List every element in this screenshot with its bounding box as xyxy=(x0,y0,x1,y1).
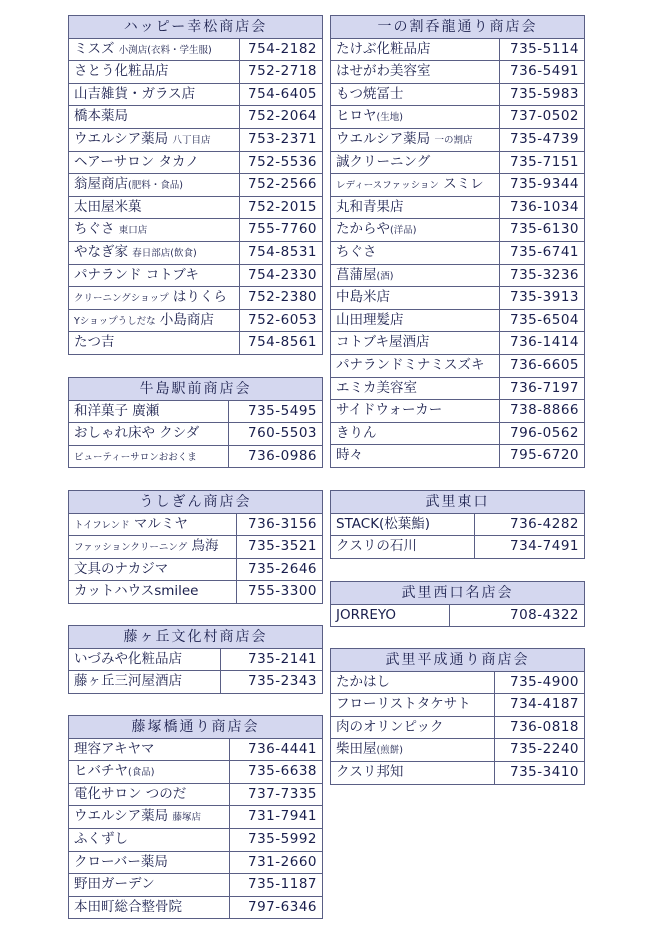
shop-name: マルミヤ xyxy=(133,515,188,532)
section-title: ハッピー幸松商店会 xyxy=(69,16,323,39)
shop-row xyxy=(331,400,585,423)
shop-name: たからや xyxy=(336,221,390,238)
shop-name-cell xyxy=(69,128,240,151)
shop-name-cell xyxy=(69,264,240,287)
shop-name: さとう化粧品店 xyxy=(74,63,169,80)
shop-row xyxy=(69,671,323,694)
shop-prefix: ファッションクリーニング xyxy=(74,542,188,554)
shop-name-cell xyxy=(69,558,237,581)
shop-note: 東口店 xyxy=(118,225,148,237)
shop-name-cell xyxy=(331,332,500,355)
section-takesato-east xyxy=(330,490,585,559)
section-header-row xyxy=(331,16,585,39)
shop-row xyxy=(69,83,323,106)
shop-row xyxy=(69,264,323,287)
shop-row xyxy=(331,309,585,332)
shop-row xyxy=(331,128,585,151)
shop-name-cell xyxy=(69,219,240,242)
shop-phone: 796-0562 xyxy=(500,422,585,445)
shop-phone: 754-6405 xyxy=(239,83,322,106)
shop-name-cell xyxy=(331,400,500,423)
section-title: うしぎん商店会 xyxy=(69,491,323,514)
shop-name: 藤ヶ丘三河屋酒店 xyxy=(74,673,182,690)
shop-phone: 752-2718 xyxy=(239,61,322,84)
shop-name: STACK(松葉鮨) xyxy=(336,515,431,532)
shop-name-cell xyxy=(331,445,500,468)
section-title: 牛島駅前商店会 xyxy=(69,378,323,401)
shop-note: 一の割店 xyxy=(434,135,473,147)
shop-phone: 752-2566 xyxy=(239,174,322,197)
section-title: 武里東口 xyxy=(331,491,585,514)
shop-name-cell xyxy=(331,604,450,627)
shop-name: ヒバチヤ xyxy=(74,763,128,780)
shop-name-cell xyxy=(331,671,495,694)
shop-name: 電化サロン つのだ xyxy=(74,785,187,802)
shop-name: きりん xyxy=(336,424,377,441)
shop-row xyxy=(69,558,323,581)
shop-name-cell xyxy=(69,738,230,761)
shop-name-cell xyxy=(331,694,495,717)
shop-phone: 735-4900 xyxy=(494,671,584,694)
shop-note: (洋品) xyxy=(390,225,417,237)
shop-name-cell xyxy=(69,174,240,197)
shop-phone: 735-4739 xyxy=(500,128,585,151)
shop-phone: 752-6053 xyxy=(239,309,322,332)
shop-name: 小島商店 xyxy=(159,311,214,328)
shop-name-cell xyxy=(69,536,237,559)
shop-phone: 754-8561 xyxy=(239,332,322,355)
section-header-row xyxy=(69,716,323,739)
shop-phone: 797-6346 xyxy=(229,896,322,919)
shop-name: 山田理髪店 xyxy=(336,311,404,328)
shop-row xyxy=(69,874,323,897)
shop-name-cell xyxy=(331,128,500,151)
shop-name-cell xyxy=(331,196,500,219)
shop-phone: 754-8531 xyxy=(239,241,322,264)
shop-name: ヘアーサロン タカノ xyxy=(74,153,199,170)
shop-phone: 736-0986 xyxy=(229,445,323,468)
shop-name-cell xyxy=(69,828,230,851)
shop-prefix: クリーニングショップ xyxy=(74,293,169,305)
shop-phone: 736-7197 xyxy=(500,377,585,400)
shop-row xyxy=(331,196,585,219)
shop-row xyxy=(69,219,323,242)
shop-name-cell xyxy=(69,851,230,874)
shop-name-cell xyxy=(331,106,500,129)
shop-name: パナランド コトブキ xyxy=(74,266,199,283)
shop-name-cell xyxy=(331,536,475,559)
shop-row xyxy=(69,400,323,423)
shop-name-cell xyxy=(69,287,240,310)
shop-phone: 735-5992 xyxy=(229,828,322,851)
shop-name: フローリストタケサト xyxy=(336,696,471,713)
shop-name: ウエルシア薬局 xyxy=(74,131,169,148)
shop-row xyxy=(69,128,323,151)
shop-row xyxy=(69,61,323,84)
shop-row xyxy=(331,513,585,536)
shop-name: 鳥海 xyxy=(191,538,219,555)
shop-name-cell xyxy=(69,671,221,694)
shop-name-cell xyxy=(331,761,495,784)
shop-phone: 738-8866 xyxy=(500,400,585,423)
shop-name-cell xyxy=(69,513,237,536)
shop-phone: 734-7491 xyxy=(475,536,585,559)
shop-name-cell xyxy=(331,377,500,400)
shop-phone: 735-9344 xyxy=(500,174,585,197)
section-takesato-west xyxy=(330,581,585,627)
shop-prefix: トイフレンド xyxy=(74,519,130,531)
shop-name-cell xyxy=(69,106,240,129)
shop-phone: 795-6720 xyxy=(500,445,585,468)
shop-phone: 735-2240 xyxy=(494,739,584,762)
shop-name-cell xyxy=(331,241,500,264)
shop-row xyxy=(69,38,323,61)
shop-phone: 735-6741 xyxy=(500,241,585,264)
shop-name-cell xyxy=(331,83,500,106)
shop-row xyxy=(69,174,323,197)
shop-row xyxy=(331,106,585,129)
section-title: 藤ヶ丘文化村商店会 xyxy=(69,626,323,649)
shop-phone: 736-5491 xyxy=(500,61,585,84)
shop-phone: 731-7941 xyxy=(229,806,322,829)
shop-phone: 734-4187 xyxy=(494,694,584,717)
shop-phone: 735-5114 xyxy=(500,38,585,61)
shop-name: 肉のオリンピック xyxy=(336,718,444,735)
shop-row xyxy=(331,61,585,84)
shop-phone: 737-7335 xyxy=(229,783,322,806)
section-title: 武里西口名店会 xyxy=(331,582,585,605)
shop-name-cell xyxy=(69,648,221,671)
shop-name: 菖蒲屋 xyxy=(336,266,377,283)
shop-name: 柴田屋 xyxy=(336,741,377,758)
shop-name-cell xyxy=(69,761,230,784)
shop-name: 理容アキヤマ xyxy=(74,740,155,757)
shop-phone: 735-2343 xyxy=(220,671,322,694)
shop-name-cell xyxy=(331,422,500,445)
shop-row xyxy=(331,264,585,287)
section-fujitsuka xyxy=(68,715,323,919)
shop-phone: 736-4441 xyxy=(229,738,322,761)
section-ushijima xyxy=(68,377,323,468)
shop-row xyxy=(69,783,323,806)
shop-name-cell xyxy=(69,783,230,806)
shop-row xyxy=(331,219,585,242)
shop-note: (煎餅) xyxy=(376,745,403,757)
shop-name: 和洋菓子 廣瀬 xyxy=(74,402,160,419)
shop-name: カットハウスsmilee xyxy=(74,583,199,600)
shop-name: パナランドミナミスズキ xyxy=(336,356,485,373)
shop-row xyxy=(69,806,323,829)
section-header-row xyxy=(331,491,585,514)
shop-row xyxy=(69,423,323,446)
shop-prefix: Yショップうしだな xyxy=(74,315,156,327)
shop-name: いづみや化粧品店 xyxy=(74,650,182,667)
shop-row xyxy=(69,896,323,919)
shop-name-cell xyxy=(331,61,500,84)
shop-row xyxy=(331,536,585,559)
shop-name: エミカ美容室 xyxy=(336,379,417,396)
section-title: 一の割呑龍通り商店会 xyxy=(331,16,585,39)
shop-name: ちぐさ xyxy=(336,243,377,260)
shop-name: おしゃれ床や クシダ xyxy=(74,425,200,442)
shop-note: (食品) xyxy=(128,767,155,779)
shop-row xyxy=(331,671,585,694)
shop-row xyxy=(69,761,323,784)
shop-name: 翁屋商店 xyxy=(74,176,128,193)
shop-phone: 752-2064 xyxy=(239,106,322,129)
shop-phone: 735-5495 xyxy=(229,400,323,423)
shop-name: はせがわ美容室 xyxy=(336,63,431,80)
shop-name-cell xyxy=(331,287,500,310)
shop-row xyxy=(69,513,323,536)
shop-name: スミレ xyxy=(443,176,484,193)
shop-row xyxy=(69,445,323,468)
shop-row xyxy=(69,648,323,671)
shop-row xyxy=(69,738,323,761)
shop-note: 小渕店(衣料・学生服) xyxy=(118,44,212,56)
shop-name: ちぐさ xyxy=(74,221,115,238)
shop-name: 中島米店 xyxy=(336,289,390,306)
shop-name: ヒロヤ xyxy=(336,108,377,125)
section-header-row xyxy=(69,378,323,401)
shop-note: 藤塚店 xyxy=(172,812,201,824)
shop-name: サイドウォーカー xyxy=(336,402,443,419)
shop-row xyxy=(331,445,585,468)
shop-name: クローバー薬局 xyxy=(74,853,168,870)
shop-phone: 735-6638 xyxy=(229,761,322,784)
shop-name: クスリの石川 xyxy=(336,538,417,555)
shop-row xyxy=(69,309,323,332)
shop-row xyxy=(69,581,323,604)
shop-row xyxy=(331,716,585,739)
section-happy xyxy=(68,15,323,355)
shop-phone: 737-0502 xyxy=(500,106,585,129)
shop-name-cell xyxy=(69,332,240,355)
shop-phone: 752-2380 xyxy=(239,287,322,310)
shop-phone: 735-5983 xyxy=(500,83,585,106)
shop-name-cell xyxy=(331,219,500,242)
shop-name: 太田屋米菓 xyxy=(74,198,142,215)
shop-phone: 753-2371 xyxy=(239,128,322,151)
shop-row xyxy=(69,106,323,129)
section-header-row xyxy=(69,626,323,649)
shop-name: 時々 xyxy=(336,447,363,464)
shop-prefix: レディースファッション xyxy=(336,180,439,192)
shop-row xyxy=(69,851,323,874)
shop-phone: 736-6605 xyxy=(500,354,585,377)
shop-name-cell xyxy=(69,445,229,468)
shop-name-cell xyxy=(331,309,500,332)
shop-row xyxy=(69,287,323,310)
shop-phone: 752-2015 xyxy=(239,196,322,219)
shop-phone: 736-3156 xyxy=(236,513,322,536)
shop-note: (肥料・食品) xyxy=(128,180,183,192)
shop-name-cell xyxy=(69,151,240,174)
shop-name-cell xyxy=(69,38,240,61)
shop-name: 山吉雑貨・ガラス店 xyxy=(74,85,196,102)
section-header-row xyxy=(331,582,585,605)
shop-phone: 755-3300 xyxy=(236,581,322,604)
shop-name-cell xyxy=(69,806,230,829)
shop-row xyxy=(331,151,585,174)
shop-note: (酒) xyxy=(376,270,394,282)
section-ichinowari xyxy=(330,15,585,468)
shop-name: たけぶ化粧品店 xyxy=(336,40,431,57)
shop-name: たつ吉 xyxy=(74,334,115,351)
shop-phone: 735-3521 xyxy=(236,536,322,559)
shop-name: 誠クリーニング xyxy=(336,153,431,170)
shop-name-cell xyxy=(331,151,500,174)
shop-name: JORREYO xyxy=(336,606,397,623)
shop-name-cell xyxy=(69,874,230,897)
shop-row xyxy=(69,536,323,559)
shop-name: 本田町総合整骨院 xyxy=(74,898,182,915)
shop-name-cell xyxy=(331,716,495,739)
shop-row xyxy=(331,694,585,717)
shop-phone: 736-1034 xyxy=(500,196,585,219)
shop-prefix: ビューティーサロンおおくま xyxy=(74,451,197,463)
shop-name: 野田ガーデン xyxy=(74,876,155,893)
shop-row xyxy=(331,241,585,264)
section-ushigin xyxy=(68,490,323,604)
shop-row xyxy=(331,761,585,784)
shop-name-cell xyxy=(331,739,495,762)
shop-row xyxy=(69,241,323,264)
shop-phone: 735-6130 xyxy=(500,219,585,242)
section-header-row xyxy=(69,491,323,514)
shop-name: はりくら xyxy=(172,289,227,306)
shop-phone: 755-7760 xyxy=(239,219,322,242)
shop-phone: 735-3410 xyxy=(494,761,584,784)
section-header-row xyxy=(69,16,323,39)
shop-name-cell xyxy=(69,241,240,264)
shop-phone: 735-2141 xyxy=(220,648,322,671)
shop-name: ふくずし xyxy=(74,831,128,848)
section-header-row xyxy=(331,649,585,672)
shop-phone: 735-1187 xyxy=(229,874,322,897)
shop-name-cell xyxy=(331,174,500,197)
shop-row xyxy=(69,332,323,355)
shop-row xyxy=(331,422,585,445)
shop-name-cell xyxy=(69,896,230,919)
shop-row xyxy=(331,287,585,310)
shop-row xyxy=(69,828,323,851)
shop-name-cell xyxy=(69,61,240,84)
shop-phone: 736-1414 xyxy=(500,332,585,355)
shop-name-cell xyxy=(69,581,237,604)
shop-name-cell xyxy=(69,423,229,446)
shop-name: やなぎ家 xyxy=(74,243,128,260)
shop-phone: 735-3236 xyxy=(500,264,585,287)
shop-phone: 735-7151 xyxy=(500,151,585,174)
shop-name-cell xyxy=(331,264,500,287)
shop-row xyxy=(331,354,585,377)
shop-row xyxy=(331,174,585,197)
shop-row xyxy=(69,196,323,219)
shop-row xyxy=(331,739,585,762)
shop-phone: 754-2182 xyxy=(239,38,322,61)
shop-name-cell xyxy=(331,354,500,377)
shop-name: クスリ邦知 xyxy=(336,764,404,781)
shop-phone: 754-2330 xyxy=(239,264,322,287)
section-fujigaoka xyxy=(68,625,323,694)
shop-name: 橋本薬局 xyxy=(74,108,128,125)
shop-name-cell xyxy=(69,83,240,106)
shop-name: ミスズ xyxy=(74,40,115,57)
section-takesato-heisei xyxy=(330,648,585,785)
shop-phone: 735-6504 xyxy=(500,309,585,332)
shop-row xyxy=(331,604,585,627)
shop-row xyxy=(331,377,585,400)
shop-row xyxy=(331,38,585,61)
shop-name: たかはし xyxy=(336,673,390,690)
shop-name: 文具のナカジマ xyxy=(74,560,169,577)
shop-name: ウエルシア薬局 xyxy=(74,808,169,825)
shop-name-cell xyxy=(69,309,240,332)
shop-name: 丸和青果店 xyxy=(336,198,404,215)
shop-phone: 735-2646 xyxy=(236,558,322,581)
shop-note: 八丁目店 xyxy=(172,135,211,147)
shop-phone: 736-4282 xyxy=(475,513,585,536)
section-title: 藤塚橋通り商店会 xyxy=(69,716,323,739)
shop-note: 春日部店(飲食) xyxy=(132,247,197,259)
shop-phone: 708-4322 xyxy=(450,604,585,627)
shop-name-cell xyxy=(69,196,240,219)
shop-name-cell xyxy=(331,38,500,61)
shop-phone: 731-2660 xyxy=(229,851,322,874)
shop-phone: 736-0818 xyxy=(494,716,584,739)
shop-name: ウエルシア薬局 xyxy=(336,131,431,148)
shop-note: (生地) xyxy=(376,112,403,124)
shop-name: もつ焼冨士 xyxy=(336,85,404,102)
shop-name-cell xyxy=(331,513,475,536)
shop-phone: 760-5503 xyxy=(229,423,323,446)
shop-phone: 735-3913 xyxy=(500,287,585,310)
shop-phone: 752-5536 xyxy=(239,151,322,174)
section-title: 武里平成通り商店会 xyxy=(331,649,585,672)
shop-name: コトブキ屋酒店 xyxy=(336,334,430,351)
shop-row xyxy=(331,83,585,106)
shop-row xyxy=(69,151,323,174)
shop-row xyxy=(331,332,585,355)
shop-name-cell xyxy=(69,400,229,423)
